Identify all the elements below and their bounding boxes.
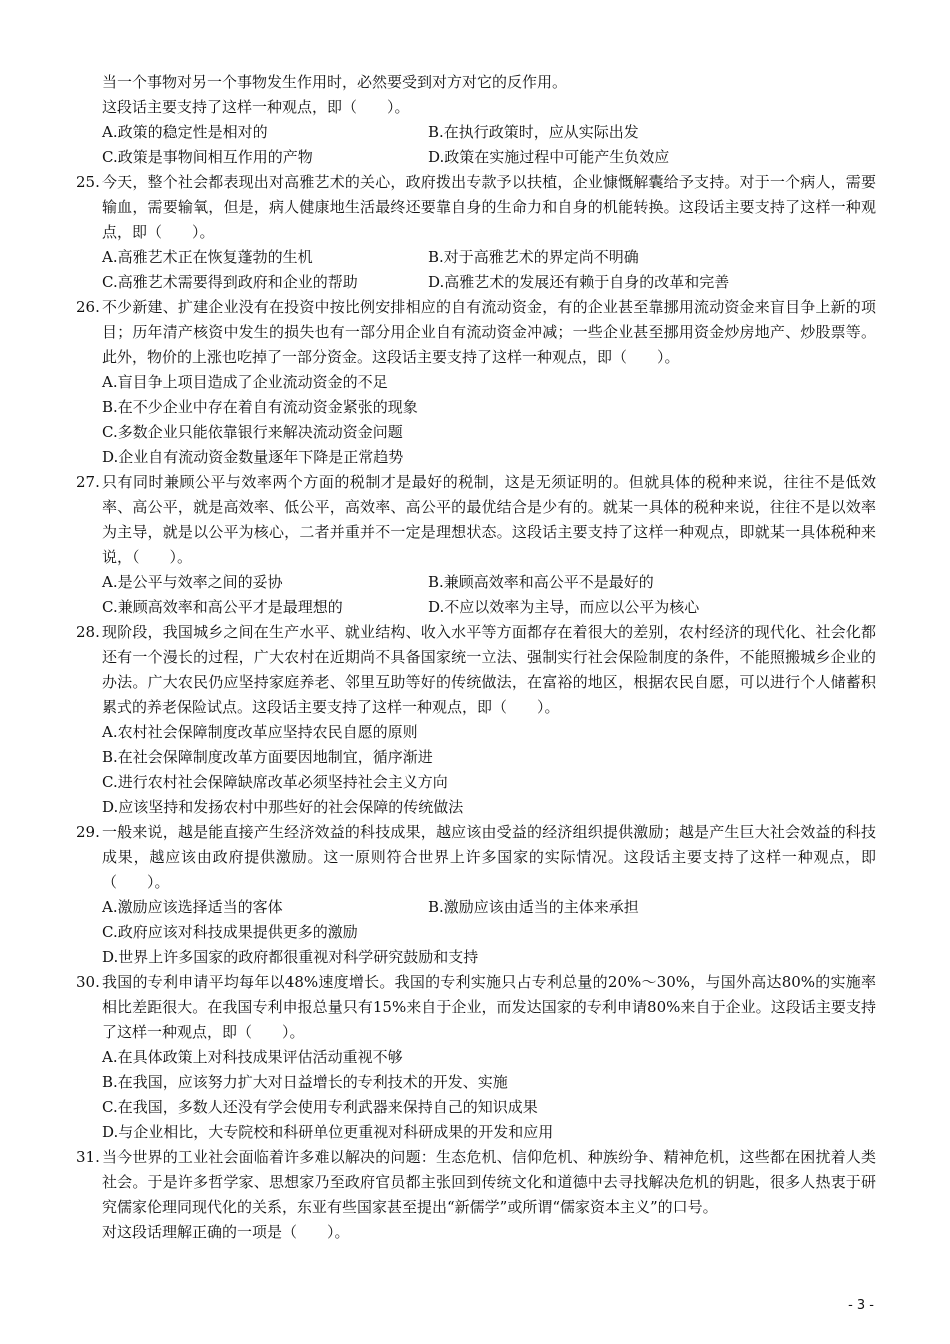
question-options — [76, 245, 876, 295]
option-a: A.高雅艺术正在恢复蓬勃的生机 — [102, 248, 313, 266]
page-number: - 3 - — [848, 1298, 874, 1313]
question-text: 现阶段，我国城乡之间在生产水平、就业结构、收入水平等方面都存在着很大的差别，农村经济的现代化、社会化都还有一个漫长的过程，广大农村在近期尚不具备国家统一立法、强制实行社会保险制度的条件，不能照搬城乡企业的办法。广大农民仍应坚持家庭养老、邻里互助等好的传统做法，在富裕的地区，根据农民自愿，可以进行个人储蓄积累式的养老保险试点。这段话主要支持了这样一种观点，即（ ）。 — [102, 623, 876, 716]
question-number: 26. — [76, 298, 100, 316]
option-b: B.在执行政策时，应从实际出发 — [428, 123, 639, 141]
question-text: 今天，整个社会都表现出对高雅艺术的关心，政府拨出专款予以扶植，企业慷慨解囊给予支持。对于一个病人，需要输血，需要输氧，但是，病人健康地生活最终还要靠自身的生命力和自身的机能转换。这段话主要支持了这样一种观点，即（ ）。 — [102, 173, 876, 241]
option-d: D.世界上许多国家的政府都很重视对科学研究鼓励和支持 — [102, 948, 479, 966]
question-30 — [76, 970, 876, 1145]
option-c: C.进行农村社会保障缺席改革必须坚持社会主义方向 — [102, 773, 448, 791]
question-26 — [76, 295, 876, 470]
option-a: A.盲目争上项目造成了企业流动资金的不足 — [102, 373, 388, 391]
question-options — [76, 895, 876, 970]
option-c: C.高雅艺术需要得到政府和企业的帮助 — [102, 273, 358, 291]
question-text: 我国的专利申请平均每年以48%速度增长。我国的专利实施只占专利总量的20%～30%，与国外高达80%的实施率相比差距很大。在我国专利申报总量只有15%来自于企业，而发达国家的专利申请80%来自于企业。这段话主要支持了这样一种观点，即（ ）。 — [102, 973, 876, 1041]
option-a: A.农村社会保障制度改革应坚持农民自愿的原则 — [102, 723, 418, 741]
intro-passage: 当一个事物对另一个事物发生作用时，必然要受到对方对它的反作用。 — [102, 73, 568, 91]
question-28 — [76, 620, 876, 820]
question-number: 28. — [76, 623, 100, 641]
question-options — [76, 1045, 876, 1145]
question-content — [76, 70, 876, 1245]
option-d: D.企业自有流动资金数量逐年下降是正常趋势 — [102, 448, 404, 466]
question-31 — [76, 1145, 876, 1245]
question-text: 只有同时兼顾公平与效率两个方面的税制才是最好的税制，这是无须证明的。但就具体的税种来说，往往不是低效率、高公平，就是高效率、低公平，高效率、高公平的最优结合是少有的。就某一具体的税种来说，往往不是以效率为主导，就是以公平为核心，二者并重并不一定是理想状态。这段话主要支持了这样一种观点，即就某一具体税种来说，（ ）。 — [102, 473, 876, 566]
option-d: D.与企业相比，大专院校和科研单位更重视对科研成果的开发和应用 — [102, 1123, 554, 1141]
question-number: 27. — [76, 473, 100, 491]
question-number: 31. — [76, 1148, 100, 1166]
question-29 — [76, 820, 876, 970]
question-options — [76, 370, 876, 470]
question-27 — [76, 470, 876, 620]
question-text: 一般来说，越是能直接产生经济效益的科技成果，越应该由受益的经济组织提供激励；越是产生巨大社会效益的科技成果，越应该由政府提供激励。这一原则符合世界上许多国家的实际情况。这段话主要支持了这样一种观点，即（ ）。 — [102, 823, 876, 891]
option-c: C.政府应该对科技成果提供更多的激励 — [102, 923, 358, 941]
option-b: B.在不少企业中存在着自有流动资金紧张的现象 — [102, 398, 418, 416]
option-a: A.政策的稳定性是相对的 — [102, 123, 268, 141]
question-options — [76, 720, 876, 820]
option-d: D.高雅艺术的发展还有赖于自身的改革和完善 — [428, 273, 730, 291]
option-c: C.多数企业只能依靠银行来解决流动资金问题 — [102, 423, 403, 441]
option-a: A.在具体政策上对科技成果评估活动重视不够 — [102, 1048, 403, 1066]
option-d: D.应该坚持和发扬农村中那些好的社会保障的传统做法 — [102, 798, 464, 816]
question-number: 29. — [76, 823, 100, 841]
question-25 — [76, 170, 876, 295]
option-b: B.兼顾高效率和高公平不是最好的 — [428, 573, 654, 591]
option-b: B.激励应该由适当的主体来承担 — [428, 898, 639, 916]
question-text: 当今世界的工业社会面临着许多难以解决的问题：生态危机、信仰危机、种族纷争、精神危机，这些都在困扰着人类社会。于是许多哲学家、思想家乃至政府官员都主张回到传统文化和道德中去寻找解决危机的钥匙，很多人热衷于研究儒家伦理同现代化的关系，东亚有些国家甚至提出“新儒学”或所谓“儒家资本主义”的口号。 — [102, 1148, 876, 1216]
option-c: C.政策是事物间相互作用的产物 — [102, 148, 313, 166]
option-c: C.在我国，多数人还没有学会使用专利武器来保持自己的知识成果 — [102, 1098, 538, 1116]
question-prompt: 对这段话理解正确的一项是（ ）。 — [102, 1223, 350, 1241]
option-b: B.在我国，应该努力扩大对日益增长的专利技术的开发、实施 — [102, 1073, 508, 1091]
question-options — [76, 570, 876, 620]
option-d: D.不应以效率为主导，而应以公平为核心 — [428, 598, 700, 616]
option-a: A.激励应该选择适当的客体 — [102, 898, 283, 916]
intro-prompt: 这段话主要支持了这样一种观点，即（ ）。 — [102, 98, 410, 116]
option-b: B.在社会保障制度改革方面要因地制宜，循序渐进 — [102, 748, 433, 766]
question-number: 25. — [76, 173, 100, 191]
option-c: C.兼顾高效率和高公平才是最理想的 — [102, 598, 343, 616]
question-text: 不少新建、扩建企业没有在投资中按比例安排相应的自有流动资金，有的企业甚至靠挪用流动资金来盲目争上新的项目；历年清产核资中发生的损失也有一部分用企业自有流动资金冲减；一些企业甚至挪用资金炒房地产、炒股票等。此外，物价的上涨也吃掉了一部分资金。这段话主要支持了这样一种观点，即（ ）。 — [102, 298, 876, 366]
option-d: D.政策在实施过程中可能产生负效应 — [428, 148, 670, 166]
intro-block — [76, 70, 876, 170]
intro-options — [76, 120, 876, 170]
option-b: B.对于高雅艺术的界定尚不明确 — [428, 248, 639, 266]
option-a: A.是公平与效率之间的妥协 — [102, 573, 283, 591]
question-number: 30. — [76, 973, 100, 991]
